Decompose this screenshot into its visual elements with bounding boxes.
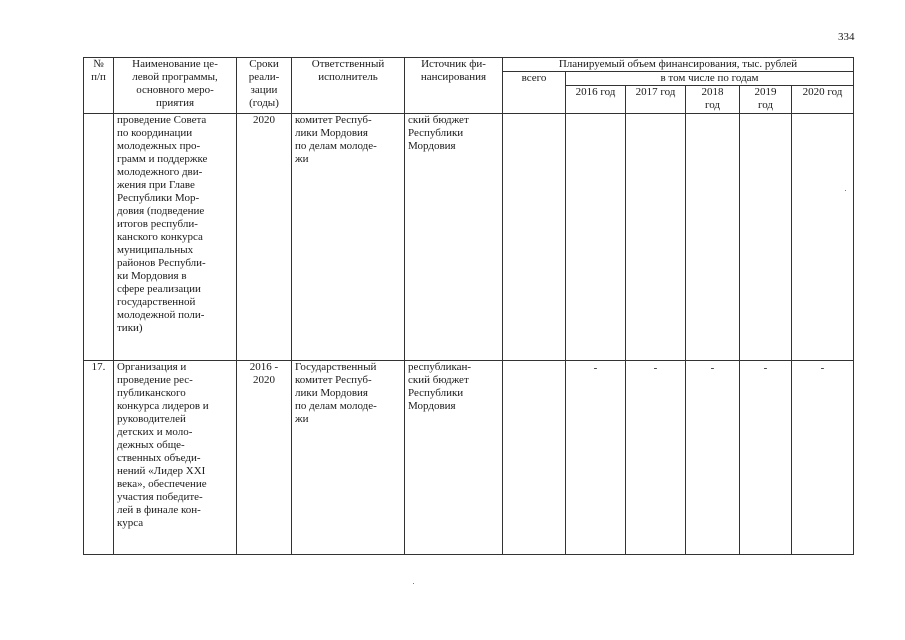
header-executor: Ответственный исполнитель bbox=[292, 58, 405, 114]
row-terms: 2020 bbox=[237, 114, 292, 361]
scan-speck bbox=[845, 190, 846, 191]
row-terms: 2016 - 2020 bbox=[237, 361, 292, 555]
header-year-2016: 2016 год bbox=[566, 86, 626, 114]
row-value-2017: - bbox=[626, 361, 686, 555]
scan-speck bbox=[413, 583, 414, 584]
row-value-2018 bbox=[686, 114, 740, 361]
row-executor: комитет Респуб- лики Мордовия по делам молоде- жи bbox=[292, 114, 405, 361]
header-year-2019: 2019 год bbox=[740, 86, 792, 114]
row-value-2020 bbox=[792, 114, 854, 361]
row-value-2017 bbox=[626, 114, 686, 361]
row-value-2019 bbox=[740, 114, 792, 361]
header-year-2017: 2017 год bbox=[626, 86, 686, 114]
row-no bbox=[84, 114, 114, 361]
header-source: Источник фи- нансирования bbox=[405, 58, 503, 114]
header-planned-financing: Планируемый объем финансирования, тыс. рублей bbox=[503, 58, 854, 72]
row-source: республикан- ский бюджет Республики Мордовия bbox=[405, 361, 503, 555]
row-executor: Государственный комитет Респуб- лики Мордовия по делам молоде- жи bbox=[292, 361, 405, 555]
header-by-years: в том числе по годам bbox=[566, 72, 854, 86]
header-year-2018: 2018 год bbox=[686, 86, 740, 114]
header-name: Наименование це- левой программы, основного меро- приятия bbox=[114, 58, 237, 114]
header-no: № п/п bbox=[84, 58, 114, 114]
header-total: всего bbox=[503, 72, 566, 114]
table-row bbox=[84, 361, 854, 555]
row-value-2016 bbox=[566, 114, 626, 361]
row-name: проведение Совета по координации молодежных про- грамм и поддержке молодежного дви- жения при Главе Республики Мор- довия (подведение итогов республи- канского конкурса муниципальных районов Республи- ки Мордовия в сфере реализации государственной молодежной поли- тики) bbox=[114, 114, 237, 361]
row-source: ский бюджет Республики Мордовия bbox=[405, 114, 503, 361]
row-total bbox=[503, 114, 566, 361]
row-value-2016: - bbox=[566, 361, 626, 555]
header-year-2020: 2020 год bbox=[792, 86, 854, 114]
page-number: 334 bbox=[838, 31, 855, 43]
row-value-2020: - bbox=[792, 361, 854, 555]
header-terms: Сроки реали- зации (годы) bbox=[237, 58, 292, 114]
row-value-2019: - bbox=[740, 361, 792, 555]
row-value-2018: - bbox=[686, 361, 740, 555]
row-total bbox=[503, 361, 566, 555]
financing-table bbox=[83, 57, 854, 555]
row-name: Организация и проведение рес- публиканского конкурса лидеров и руководителей детских и моло- дежных обще- ственных объеди- нений «Лидер XXI века», обеспечение участия победите- лей в финале кон- курса bbox=[114, 361, 237, 555]
row-no: 17. bbox=[84, 361, 114, 555]
table-row bbox=[84, 114, 854, 361]
